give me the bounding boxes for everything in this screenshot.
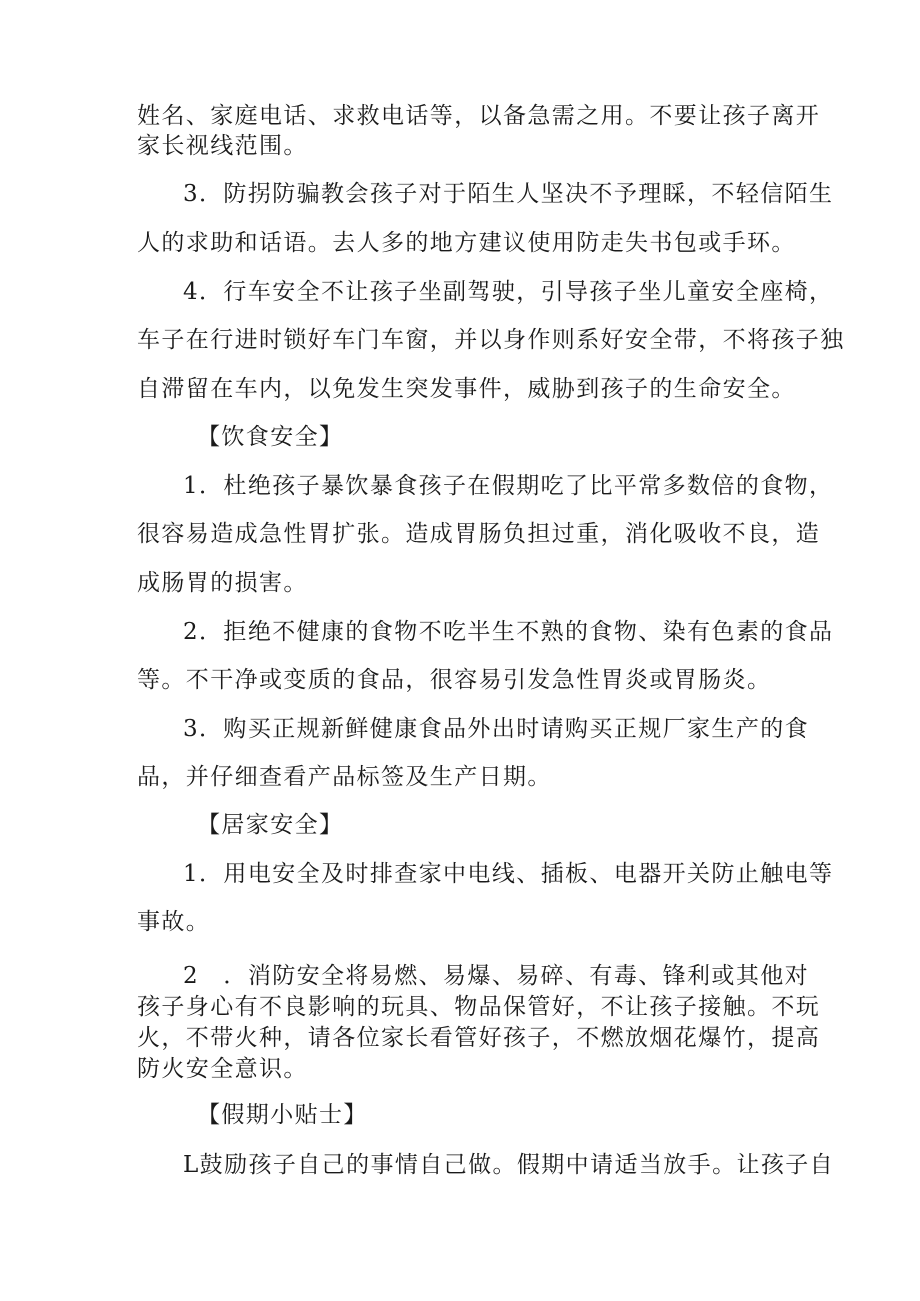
list-item: 1．杜绝孩子暴饮暴食孩子在假期吃了比平常多数倍的食物， bbox=[183, 473, 834, 499]
section-heading-home-safety: 【居家安全】 bbox=[197, 812, 344, 838]
list-item: 3．防拐防骗教会孩子对于陌生人坚决不予理睬，不轻信陌生 bbox=[183, 181, 834, 207]
list-item: 4．行车安全不让孩子坐副驾驶，引导孩子坐儿童安全座椅， bbox=[183, 279, 834, 305]
list-item: 3．购买正规新鲜健康食品外出时请购买正规厂家生产的食 bbox=[183, 716, 810, 742]
text-line: 品，并仔细查看产品标签及生产日期。 bbox=[137, 764, 552, 790]
text-line: 事故。 bbox=[137, 909, 211, 935]
text-line: 防火安全意识。 bbox=[137, 1056, 308, 1082]
text-line: 成肠胃的损害。 bbox=[137, 570, 308, 596]
list-item: L鼓励孩子自己的事情自己做。假期中请适当放手。让孩子自 bbox=[183, 1152, 835, 1178]
section-heading-food-safety: 【饮食安全】 bbox=[197, 424, 344, 450]
list-item: 2．拒绝不健康的食物不吃半生不熟的食物、染有色素的食品 bbox=[183, 619, 834, 645]
text-line: 火，不带火种，请各位家长看管好孩子，不燃放烟花爆竹，提高 bbox=[137, 1025, 821, 1051]
text-line: 很容易造成急性胃扩张。造成胃肠负担过重，消化吸收不良，造 bbox=[137, 521, 821, 547]
text-line: 姓名、家庭电话、求救电话等，以备急需之用。不要让孩子离开 bbox=[137, 103, 821, 129]
list-item: 1．用电安全及时排查家中电线、插板、电器开关防止触电等 bbox=[183, 861, 834, 887]
section-heading-holiday-tips: 【假期小贴士】 bbox=[197, 1102, 368, 1128]
text-line: 人的求助和话语。去人多的地方建议使用防走失书包或手环。 bbox=[137, 230, 796, 256]
text-line: 等。不干净或变质的食品，很容易引发急性胃炎或胃肠炎。 bbox=[137, 667, 772, 693]
text-line: 车子在行进时锁好车门车窗，并以身作则系好安全带，不将孩子独 bbox=[137, 327, 845, 353]
text-line: 孩子身心有不良影响的玩具、物品保管好，不让孩子接触。不玩 bbox=[137, 994, 821, 1020]
text-line: 家长视线范围。 bbox=[137, 133, 308, 159]
text-line: 自滞留在车内，以免发生突发事件，威胁到孩子的生命安全。 bbox=[137, 376, 796, 402]
list-item: 2 ．消防安全将易燃、易爆、易碎、有毒、锋利或其他对 bbox=[183, 963, 810, 989]
